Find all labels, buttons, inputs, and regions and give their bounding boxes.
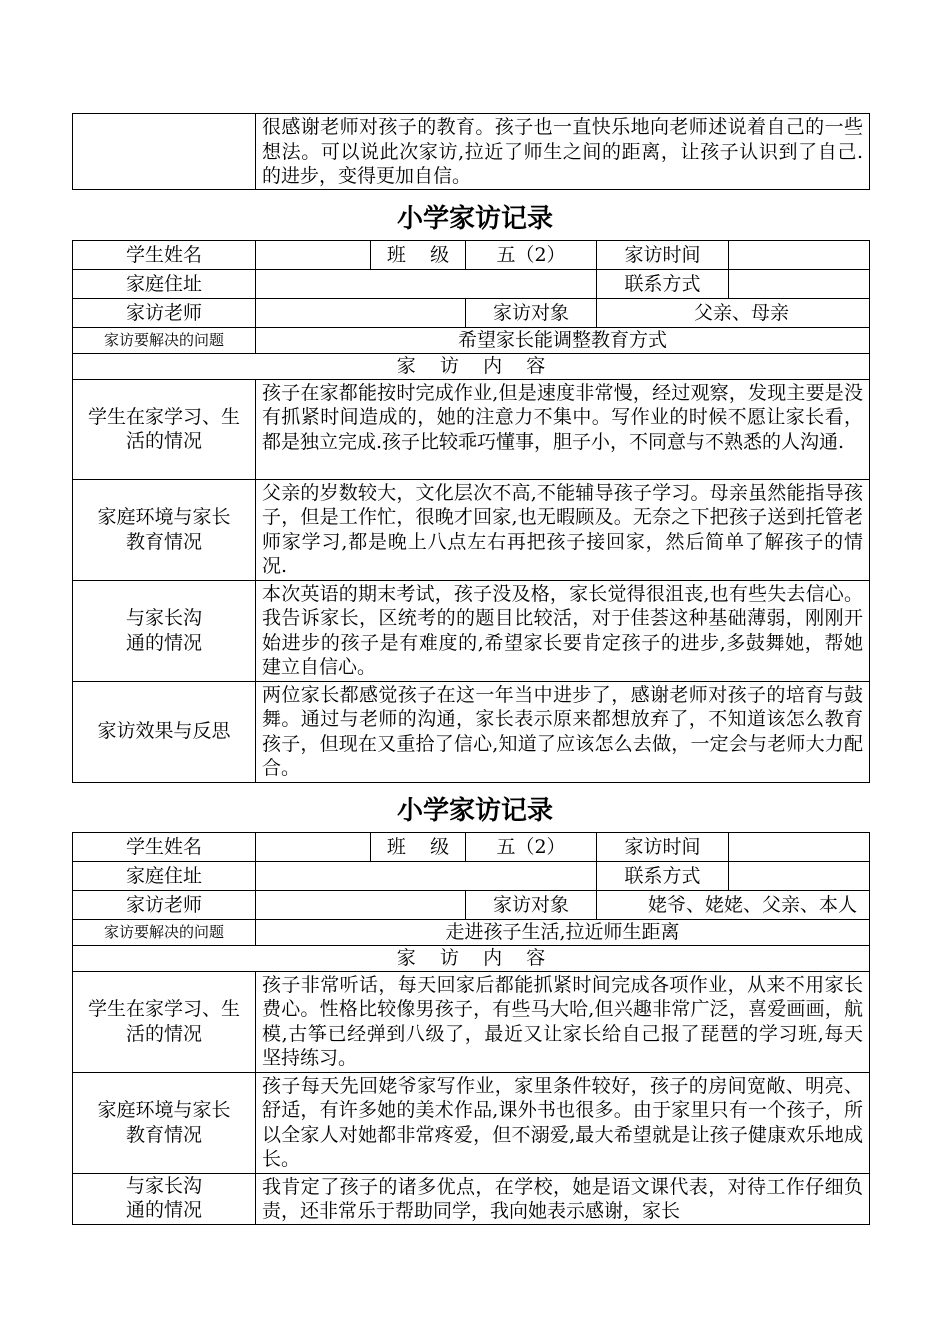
address-value (256, 862, 597, 891)
contact-label: 联系方式 (597, 862, 729, 891)
study-life-label: 学生在家学习、生活的情况 (73, 379, 256, 479)
fragment-label-cell (73, 114, 256, 190)
visit-target-value: 姥爷、姥姥、父亲、本人 (597, 891, 870, 920)
problem-value: 走进孩子生活,拉近师生距离 (256, 920, 870, 946)
communication-label: 与家长沟通的情况 (73, 1173, 256, 1224)
effect-label: 家访效果与反思 (73, 681, 256, 782)
family-env-text: 父亲的岁数较大，文化层次不高,不能辅导孩子学习。母亲虽然能指导孩子，但是工作忙，很晚才回家,也无暇顾及。无奈之下把孩子送到托管老师家学习,都是晚上八点左右再把孩子接回家，然后简单了解孩子的情况. (256, 479, 870, 580)
class-label: 班 级 (371, 833, 466, 862)
fragment-text: 很感谢老师对孩子的教育。孩子也一直快乐地向老师述说着自己的一些想法。可以说此次家访,拉近了师生之间的距离，让孩子认识到了自己.的进步，变得更加自信。 (256, 114, 870, 190)
visit-time-value (729, 833, 870, 862)
study-life-text: 孩子在家都能按时完成作业,但是速度非常慢，经过观察，发现主要是没有抓紧时间造成的，她的注意力不集中。写作业的时候不愿让家长看，都是独立完成.孩子比较乖巧懂事，胆子小，不同意与不熟悉的人沟通. (256, 379, 870, 479)
communication-text: 本次英语的期末考试，孩子没及格，家长觉得很沮丧,也有些失去信心。我告诉家长，区统考的的题目比较活，对于佳荟这种基础薄弱，刚刚开始进步的孩子是有难度的,希望家长要肯定孩子的进步,多鼓舞她，帮她建立自信心。 (256, 580, 870, 681)
study-life-text: 孩子非常听话，每天回家后都能抓紧时间完成各项作业，从来不用家长费心。性格比较像男孩子，有些马大哈,但兴趣非常广泛，喜爱画画，航模,古筝已经弹到八级了，最近又让家长给自己报了琵琶的学习班,每天坚持练习。 (256, 971, 870, 1072)
contact-label: 联系方式 (597, 270, 729, 299)
visit-target-label: 家访对象 (466, 891, 597, 920)
student-name-value (256, 833, 371, 862)
family-env-text: 孩子每天先回姥爷家写作业，家里条件较好，孩子的房间宽敞、明亮、舒适，有许多她的美术作品,课外书也很多。由于家里只有一个孩子，所以全家人对她都非常疼爱，但不溺爱,最大希望就是让孩子健康欢乐地成长。 (256, 1072, 870, 1173)
problem-label: 家访要解决的问题 (73, 920, 256, 946)
visit-target-value: 父亲、母亲 (597, 299, 870, 328)
class-value: 五（2） (466, 241, 597, 270)
student-name-value (256, 241, 371, 270)
visit-record-table (72, 240, 869, 783)
communication-label: 与家长沟通的情况 (73, 580, 256, 681)
communication-text: 我肯定了孩子的诸多优点，在学校，她是语文课代表，对待工作仔细负责，还非常乐于帮助同学，我向她表示感谢，家长 (256, 1173, 870, 1224)
problem-value: 希望家长能调整教育方式 (256, 328, 870, 354)
visit-time-label: 家访时间 (597, 241, 729, 270)
visit-time-value (729, 241, 870, 270)
student-name-label: 学生姓名 (73, 833, 256, 862)
teacher-value (256, 299, 466, 328)
visit-time-label: 家访时间 (597, 833, 729, 862)
teacher-label: 家访老师 (73, 891, 256, 920)
content-header: 家 访 内 容 (73, 354, 870, 380)
content-header: 家 访 内 容 (73, 946, 870, 972)
contact-value (729, 862, 870, 891)
problem-label: 家访要解决的问题 (73, 328, 256, 354)
family-env-label: 家庭环境与家长教育情况 (73, 1072, 256, 1173)
study-life-label: 学生在家学习、生活的情况 (73, 971, 256, 1072)
teacher-value (256, 891, 466, 920)
record-title: 小学家访记录 (396, 796, 553, 826)
contact-value (729, 270, 870, 299)
visit-target-label: 家访对象 (466, 299, 597, 328)
family-env-label: 家庭环境与家长教育情况 (73, 479, 256, 580)
visit-record-table (72, 832, 869, 1225)
teacher-label: 家访老师 (73, 299, 256, 328)
address-label: 家庭住址 (73, 862, 256, 891)
address-label: 家庭住址 (73, 270, 256, 299)
student-name-label: 学生姓名 (73, 241, 256, 270)
address-value (256, 270, 597, 299)
record-title: 小学家访记录 (396, 204, 553, 234)
class-value: 五（2） (466, 833, 597, 862)
class-label: 班 级 (371, 241, 466, 270)
previous-record-fragment (72, 113, 869, 190)
effect-text: 两位家长都感觉孩子在这一年当中进步了，感谢老师对孩子的培育与鼓舞。通过与老师的沟通，家长表示原来都想放弃了，不知道该怎么教育孩子，但现在又重拾了信心,知道了应该怎么去做，一定会与老师大力配合。 (256, 681, 870, 782)
